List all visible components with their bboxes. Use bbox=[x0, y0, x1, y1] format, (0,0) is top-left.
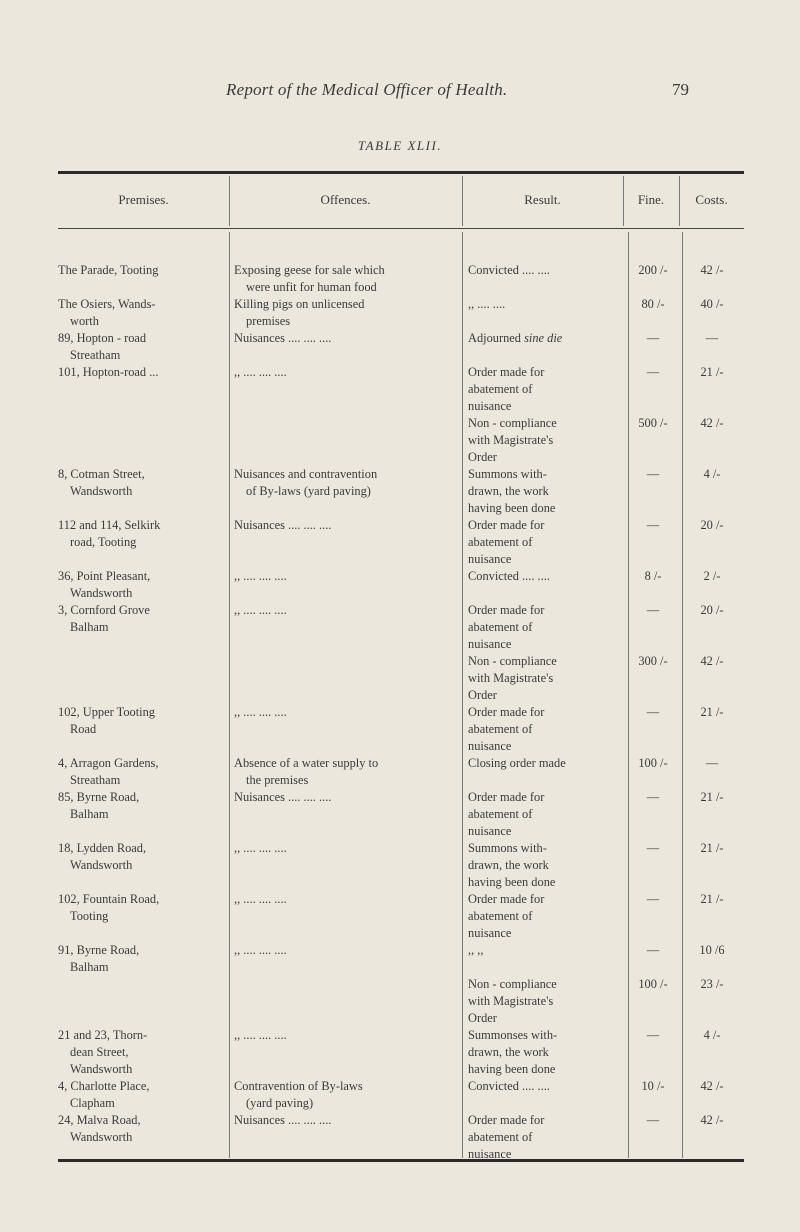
column-divider bbox=[229, 232, 230, 1158]
costs-cell: 10 /6 bbox=[699, 943, 725, 957]
result-cell bbox=[468, 942, 626, 959]
premises-cell-line: 101, Hopton-road ... bbox=[58, 365, 159, 379]
table-bottom-rule bbox=[58, 1159, 744, 1162]
costs-cell: — bbox=[705, 756, 719, 770]
result-cell-line: Order bbox=[468, 688, 497, 702]
premises-cell-line: Balham bbox=[70, 960, 109, 974]
offence-cell bbox=[234, 330, 458, 347]
table-top-rule bbox=[58, 171, 744, 174]
column-header-costs: Costs. bbox=[695, 192, 728, 207]
premises-cell bbox=[58, 364, 226, 381]
result-cell-line: Order made for bbox=[468, 1113, 545, 1127]
premises-cell-line: The Osiers, Wands- bbox=[58, 297, 156, 311]
offence-cell-line: ,, .... .... .... bbox=[234, 841, 287, 855]
result-cell-line: Non - compliance bbox=[468, 654, 557, 668]
result-cell-line: drawn, the work bbox=[468, 858, 549, 872]
offence-cell bbox=[234, 296, 458, 330]
premises-cell-line: Streatham bbox=[70, 773, 121, 787]
offence-cell-line: of By-laws (yard paving) bbox=[246, 484, 371, 498]
offence-cell-line: the premises bbox=[246, 773, 309, 787]
offence-cell bbox=[234, 466, 458, 500]
result-cell-line: with Magistrate's bbox=[468, 433, 554, 447]
costs-cell: 42 /- bbox=[700, 654, 724, 668]
offence-cell-line: ,, .... .... .... bbox=[234, 892, 287, 906]
result-cell-line: Order made for bbox=[468, 518, 545, 532]
premises-cell bbox=[58, 517, 226, 551]
result-cell-line: abatement of bbox=[468, 620, 533, 634]
column-header-offences: Offences. bbox=[320, 192, 371, 207]
premises-cell-line: 85, Byrne Road, bbox=[58, 790, 140, 804]
result-cell-line: with Magistrate's bbox=[468, 671, 554, 685]
result-cell bbox=[468, 755, 626, 772]
result-cell-line: nuisance bbox=[468, 399, 512, 413]
result-cell bbox=[468, 891, 626, 942]
fine-cell: — bbox=[646, 790, 660, 804]
offence-cell-line: Nuisances and contravention bbox=[234, 467, 378, 481]
premises-cell bbox=[58, 789, 226, 823]
premises-cell-line: Balham bbox=[70, 807, 109, 821]
premises-cell-line: Wandsworth bbox=[70, 484, 133, 498]
running-title: Report of the Medical Officer of Health. bbox=[226, 80, 508, 99]
result-cell bbox=[468, 568, 626, 585]
result-cell-line: having been done bbox=[468, 1062, 556, 1076]
fine-cell: 10 /- bbox=[641, 1079, 665, 1093]
premises-cell bbox=[58, 1078, 226, 1112]
result-cell-line: nuisance bbox=[468, 1147, 512, 1161]
costs-cell: 42 /- bbox=[700, 416, 724, 430]
result-cell-line: ,, .... .... bbox=[468, 297, 506, 311]
fine-cell: 8 /- bbox=[644, 569, 662, 583]
fine-cell: — bbox=[646, 1113, 660, 1127]
result-cell-line: abatement of bbox=[468, 909, 533, 923]
result-cell bbox=[468, 1112, 626, 1163]
fine-cell: — bbox=[646, 841, 660, 855]
fine-cell: — bbox=[646, 705, 660, 719]
premises-cell bbox=[58, 840, 226, 874]
column-divider bbox=[462, 232, 463, 1158]
offence-cell-line: Nuisances .... .... .... bbox=[234, 518, 332, 532]
column-header-fine: Fine. bbox=[637, 192, 665, 207]
premises-cell-line: dean Street, bbox=[70, 1045, 129, 1059]
costs-cell: 40 /- bbox=[700, 297, 724, 311]
result-cell bbox=[468, 262, 626, 279]
column-divider bbox=[628, 232, 629, 1158]
result-cell bbox=[468, 364, 626, 415]
result-cell-line: having been done bbox=[468, 501, 556, 515]
result-cell bbox=[468, 1027, 626, 1078]
premises-cell-line: 4, Arragon Gardens, bbox=[58, 756, 159, 770]
costs-cell: 20 /- bbox=[700, 603, 724, 617]
result-cell bbox=[468, 466, 626, 517]
fine-cell: — bbox=[646, 892, 660, 906]
offence-cell bbox=[234, 891, 458, 908]
costs-cell: 21 /- bbox=[700, 892, 724, 906]
premises-cell bbox=[58, 262, 226, 279]
premises-cell-line: Wandsworth bbox=[70, 1062, 133, 1076]
offence-cell-line: Killing pigs on unlicensed bbox=[234, 297, 365, 311]
premises-cell bbox=[58, 891, 226, 925]
offence-cell-line: Exposing geese for sale which bbox=[234, 263, 385, 277]
result-cell-line: drawn, the work bbox=[468, 484, 549, 498]
fine-cell: 200 /- bbox=[638, 263, 668, 277]
result-cell-line: Summonses with- bbox=[468, 1028, 558, 1042]
premises-cell-line: 102, Upper Tooting bbox=[58, 705, 155, 719]
premises-cell-line: Wandsworth bbox=[70, 586, 133, 600]
premises-cell-line: Clapham bbox=[70, 1096, 115, 1110]
result-cell-line: Convicted .... .... bbox=[468, 1079, 550, 1093]
premises-cell bbox=[58, 704, 226, 738]
result-cell-line: abatement of bbox=[468, 1130, 533, 1144]
premises-cell-line: Tooting bbox=[70, 909, 109, 923]
premises-cell bbox=[58, 330, 226, 364]
premises-cell-line: 4, Charlotte Place, bbox=[58, 1079, 150, 1093]
result-cell-line: Convicted .... .... bbox=[468, 263, 550, 277]
result-cell bbox=[468, 296, 626, 313]
premises-cell-line: Wandsworth bbox=[70, 858, 133, 872]
costs-cell: 4 /- bbox=[703, 467, 721, 481]
premises-cell-line: 36, Point Pleasant, bbox=[58, 569, 151, 583]
premises-cell-line: road, Tooting bbox=[70, 535, 137, 549]
fine-cell: 100 /- bbox=[638, 977, 668, 991]
result-cell-line: Non - compliance bbox=[468, 416, 557, 430]
result-cell-line: Order made for bbox=[468, 892, 545, 906]
fine-cell: 300 /- bbox=[638, 654, 668, 668]
premises-cell-line: 8, Cotman Street, bbox=[58, 467, 145, 481]
premises-cell bbox=[58, 942, 226, 976]
costs-cell: 2 /- bbox=[703, 569, 721, 583]
result-cell-line: Adjourned sine die bbox=[468, 331, 563, 345]
result-cell-line: nuisance bbox=[468, 824, 512, 838]
costs-cell: 21 /- bbox=[700, 790, 724, 804]
page-number: 79 bbox=[672, 80, 689, 99]
offence-cell bbox=[234, 704, 458, 721]
fine-cell: 500 /- bbox=[638, 416, 668, 430]
fine-cell: 100 /- bbox=[638, 756, 668, 770]
premises-cell-line: 102, Fountain Road, bbox=[58, 892, 160, 906]
offence-cell bbox=[234, 602, 458, 619]
result-cell bbox=[468, 976, 626, 1027]
offence-cell bbox=[234, 840, 458, 857]
offence-cell bbox=[234, 755, 458, 789]
fine-cell: — bbox=[646, 943, 660, 957]
premises-cell-line: 24, Malva Road, bbox=[58, 1113, 141, 1127]
premises-cell-line: Road bbox=[70, 722, 97, 736]
costs-cell: 21 /- bbox=[700, 365, 724, 379]
result-cell-line: nuisance bbox=[468, 552, 512, 566]
premises-cell-line: 3, Cornford Grove bbox=[58, 603, 150, 617]
page-header bbox=[0, 80, 800, 110]
result-cell-line: abatement of bbox=[468, 382, 533, 396]
offence-cell bbox=[234, 942, 458, 959]
result-cell-line: abatement of bbox=[468, 807, 533, 821]
table-title: TABLE XLII. bbox=[357, 138, 443, 153]
premises-cell-line: Wandsworth bbox=[70, 1130, 133, 1144]
table-header-rule bbox=[58, 228, 744, 229]
result-cell-line: drawn, the work bbox=[468, 1045, 549, 1059]
offence-cell bbox=[234, 789, 458, 806]
offence-cell bbox=[234, 364, 458, 381]
result-cell-line: Order bbox=[468, 450, 497, 464]
offence-cell-line: (yard paving) bbox=[246, 1096, 314, 1110]
costs-cell: 42 /- bbox=[700, 1113, 724, 1127]
result-cell-line: abatement of bbox=[468, 722, 533, 736]
offence-cell bbox=[234, 262, 458, 296]
premises-cell-line: 21 and 23, Thorn- bbox=[58, 1028, 148, 1042]
premises-cell bbox=[58, 755, 226, 789]
premises-cell-line: 91, Byrne Road, bbox=[58, 943, 140, 957]
offence-cell bbox=[234, 1078, 458, 1112]
fine-cell: — bbox=[646, 331, 660, 345]
offence-cell-line: ,, .... .... .... bbox=[234, 1028, 287, 1042]
offence-cell-line: ,, .... .... .... bbox=[234, 943, 287, 957]
result-cell-line: Order bbox=[468, 1011, 497, 1025]
offence-cell-line: Absence of a water supply to bbox=[234, 756, 379, 770]
premises-cell-line: worth bbox=[70, 314, 99, 328]
offence-cell-line: ,, .... .... .... bbox=[234, 705, 287, 719]
result-cell-line: Order made for bbox=[468, 365, 545, 379]
premises-cell-line: Streatham bbox=[70, 348, 121, 362]
result-cell bbox=[468, 1078, 626, 1095]
offence-cell-line: Nuisances .... .... .... bbox=[234, 331, 332, 345]
offence-cell-line: premises bbox=[246, 314, 291, 328]
result-cell bbox=[468, 415, 626, 466]
offence-cell-line: were unfit for human food bbox=[246, 280, 377, 294]
costs-cell: 21 /- bbox=[700, 705, 724, 719]
offence-cell-line: ,, .... .... .... bbox=[234, 603, 287, 617]
result-cell-line: abatement of bbox=[468, 535, 533, 549]
offence-cell-line: Nuisances .... .... .... bbox=[234, 790, 332, 804]
result-cell bbox=[468, 653, 626, 704]
fine-cell: — bbox=[646, 365, 660, 379]
premises-cell bbox=[58, 1112, 226, 1146]
result-cell-line: Order made for bbox=[468, 705, 545, 719]
offence-cell-line: Nuisances .... .... .... bbox=[234, 1113, 332, 1127]
result-cell-line: with Magistrate's bbox=[468, 994, 554, 1008]
premises-cell bbox=[58, 466, 226, 500]
offence-cell bbox=[234, 1027, 458, 1044]
column-header-premises: Premises. bbox=[118, 192, 169, 207]
costs-cell: 23 /- bbox=[700, 977, 724, 991]
costs-cell: 4 /- bbox=[703, 1028, 721, 1042]
fine-cell: — bbox=[646, 1028, 660, 1042]
offence-cell bbox=[234, 517, 458, 534]
result-cell bbox=[468, 517, 626, 568]
fine-cell: — bbox=[646, 603, 660, 617]
result-cell-line: having been done bbox=[468, 875, 556, 889]
result-cell-line: nuisance bbox=[468, 739, 512, 753]
premises-cell-line: The Parade, Tooting bbox=[58, 263, 159, 277]
result-cell-line: Order made for bbox=[468, 603, 545, 617]
offence-cell bbox=[234, 1112, 458, 1129]
result-cell-line: Convicted .... .... bbox=[468, 569, 550, 583]
offence-cell-line: ,, .... .... .... bbox=[234, 569, 287, 583]
result-cell-line: Order made for bbox=[468, 790, 545, 804]
result-cell-line: Non - compliance bbox=[468, 977, 557, 991]
costs-cell: 20 /- bbox=[700, 518, 724, 532]
offence-cell-line: Contravention of By-laws bbox=[234, 1079, 363, 1093]
result-cell-line: Summons with- bbox=[468, 467, 547, 481]
costs-cell: — bbox=[705, 331, 719, 345]
premises-cell bbox=[58, 602, 226, 636]
result-cell-line: nuisance bbox=[468, 637, 512, 651]
premises-cell-line: 112 and 114, Selkirk bbox=[58, 518, 161, 532]
result-cell bbox=[468, 789, 626, 840]
premises-cell-line: 89, Hopton - road bbox=[58, 331, 147, 345]
result-cell-line: Closing order made bbox=[468, 756, 566, 770]
result-cell-line: Summons with- bbox=[468, 841, 547, 855]
result-cell-line: nuisance bbox=[468, 926, 512, 940]
result-cell bbox=[468, 704, 626, 755]
costs-cell: 21 /- bbox=[700, 841, 724, 855]
result-cell bbox=[468, 330, 626, 347]
result-cell bbox=[468, 602, 626, 653]
premises-cell-line: Balham bbox=[70, 620, 109, 634]
result-cell bbox=[468, 840, 626, 891]
fine-cell: — bbox=[646, 467, 660, 481]
premises-cell bbox=[58, 1027, 226, 1078]
result-cell-line: ,, ,, bbox=[468, 943, 484, 957]
fine-cell: 80 /- bbox=[641, 297, 665, 311]
premises-cell bbox=[58, 296, 226, 330]
offence-cell bbox=[234, 568, 458, 585]
column-divider bbox=[682, 232, 683, 1158]
premises-cell-line: 18, Lydden Road, bbox=[58, 841, 147, 855]
costs-cell: 42 /- bbox=[700, 1079, 724, 1093]
fine-cell: — bbox=[646, 518, 660, 532]
costs-cell: 42 /- bbox=[700, 263, 724, 277]
column-header-result: Result. bbox=[524, 192, 561, 207]
offence-cell-line: ,, .... .... .... bbox=[234, 365, 287, 379]
premises-cell bbox=[58, 568, 226, 602]
